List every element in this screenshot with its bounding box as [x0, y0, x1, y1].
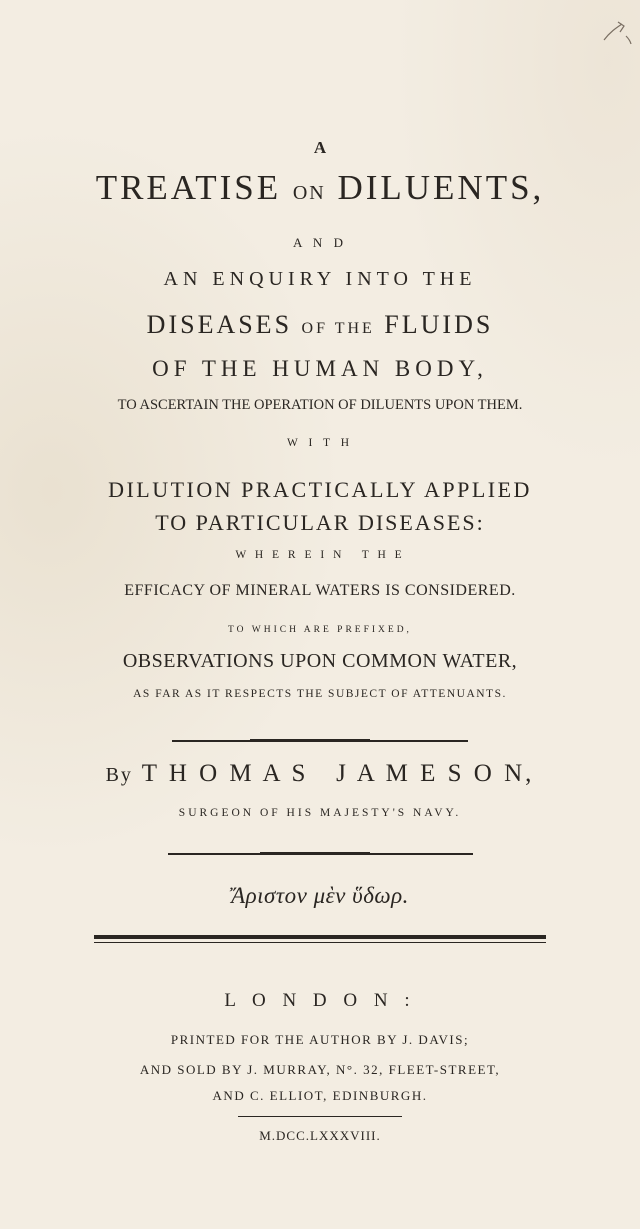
subtitle-observations: OBSERVATIONS UPON COMMON WATER, — [122, 650, 518, 672]
imprint-edinburgh: AND C. ELLIOT, EDINBURGH. — [212, 1088, 428, 1103]
subtitle-word-fluids: FLUIDS — [384, 310, 494, 339]
subtitle-diseases — [0, 310, 640, 340]
subtitle-human-body: OF THE HUMAN BODY, — [152, 356, 488, 381]
conjunction-wherein: W H E R E I N T H E — [235, 549, 405, 561]
subtitle-attenuants: AS FAR AS IT RESPECTS THE SUBJECT OF ATTENUANTS. — [133, 688, 507, 700]
divider-rule-1-thick — [250, 739, 370, 742]
title-word-treatise: TREATISE — [95, 168, 282, 207]
title-article: A — [313, 138, 327, 157]
imprint-date: M.DCC.LXXXVIII. — [259, 1128, 381, 1143]
divider-rule-2-thick — [260, 852, 370, 855]
ink-mark-icon — [600, 18, 634, 48]
title-word-on: ON — [292, 182, 326, 204]
author-line — [0, 760, 640, 788]
divider-rule-3-thin — [94, 942, 546, 943]
imprint-city: L O N D O N : — [224, 990, 416, 1011]
subtitle-particular-diseases: TO PARTICULAR DISEASES: — [155, 510, 485, 535]
subtitle-word-of-the: OF THE — [301, 320, 375, 337]
author-name: T H O M A S J A M E S O N, — [141, 760, 535, 787]
divider-rule-3-thick — [94, 935, 546, 939]
subtitle-ascertain: TO ASCERTAIN THE OPERATION OF DILUENTS UPON THEM. — [117, 397, 523, 413]
imprint-seller: AND SOLD BY J. MURRAY, N°. 32, FLEET-STREET, — [139, 1062, 501, 1077]
greek-motto: Ἄριστον μὲν ὕδωρ. — [231, 883, 409, 908]
author-by: By — [105, 764, 133, 786]
subtitle-dilution: DILUTION PRACTICALLY APPLIED — [108, 477, 532, 502]
title-main — [0, 168, 640, 208]
title-word-diluents: DILUENTS, — [337, 168, 545, 207]
conjunction-and: A N D — [293, 235, 347, 250]
author-title: SURGEON OF HIS MAJESTY'S NAVY. — [178, 807, 462, 819]
subtitle-word-diseases: DISEASES — [146, 310, 293, 339]
imprint-printer: PRINTED FOR THE AUTHOR BY J. DAVIS; — [170, 1032, 470, 1047]
prefixed-line: TO WHICH ARE PREFIXED, — [228, 625, 412, 635]
subtitle-enquiry: AN ENQUIRY INTO THE — [163, 268, 477, 290]
imprint-rule — [238, 1116, 402, 1117]
subtitle-efficacy: EFFICACY OF MINERAL WATERS IS CONSIDERED. — [124, 582, 516, 599]
conjunction-with: W I T H — [286, 437, 353, 449]
